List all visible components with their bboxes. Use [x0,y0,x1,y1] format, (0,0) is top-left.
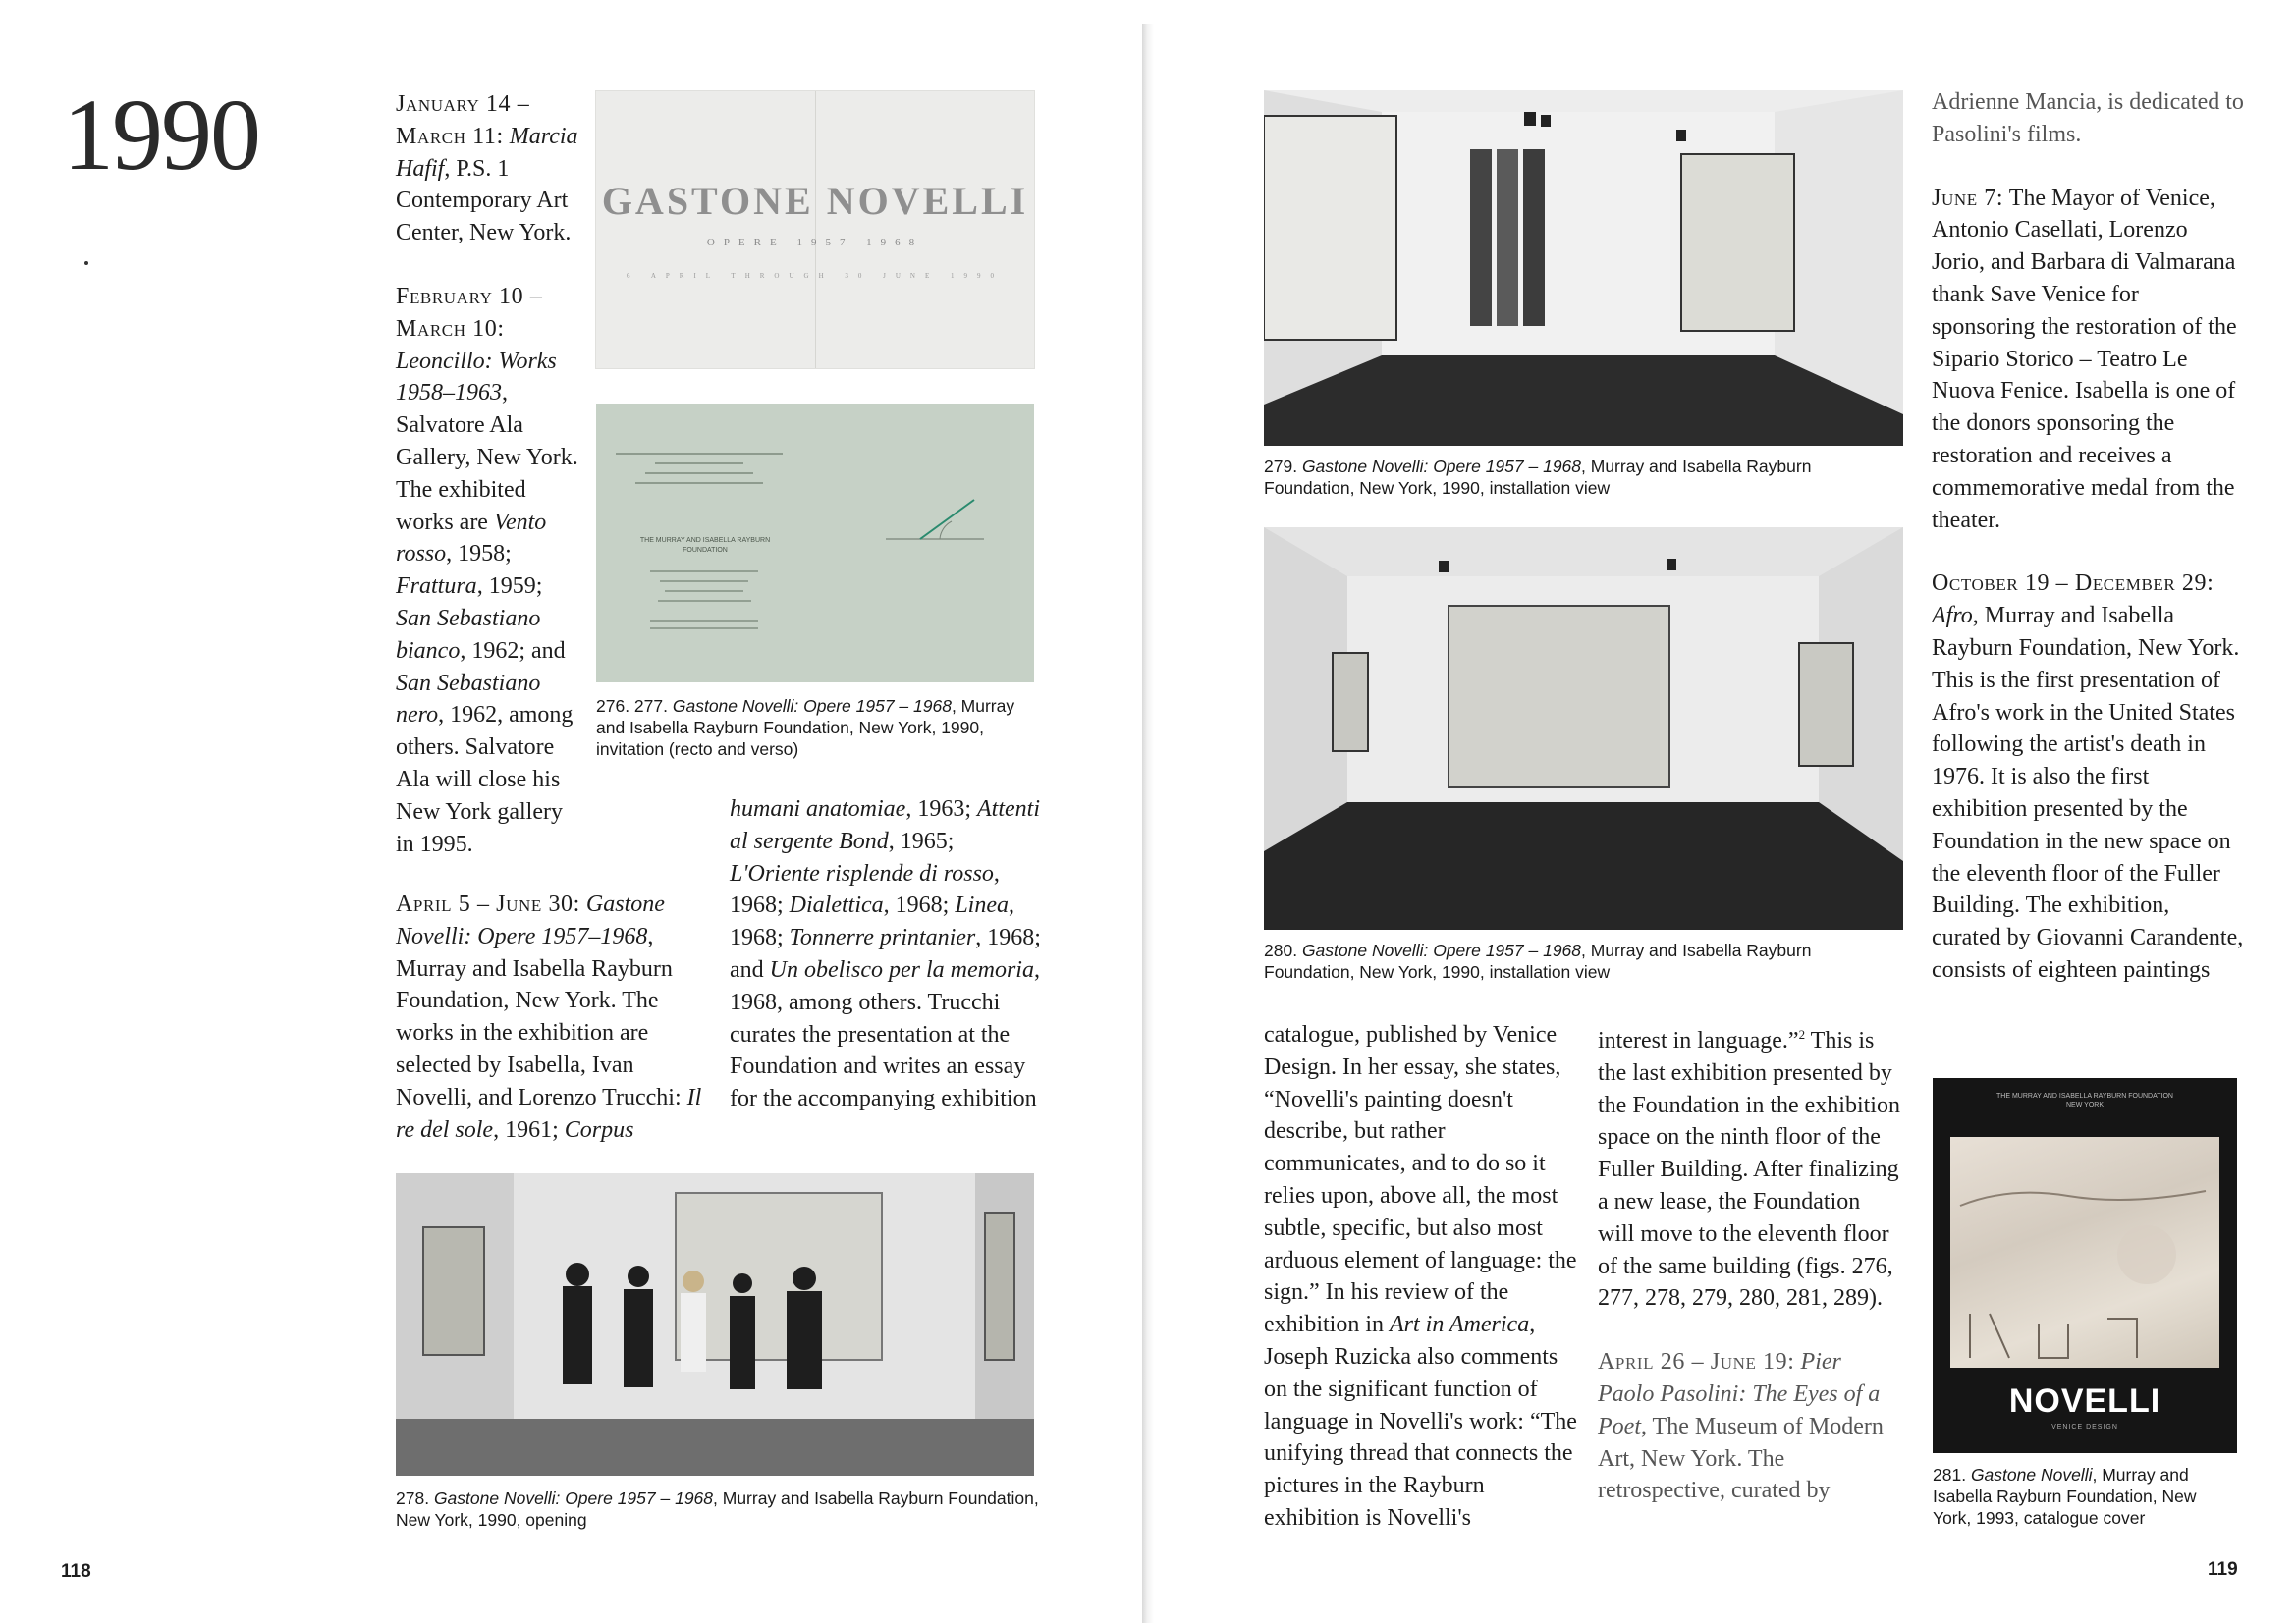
page-number-right: 119 [2208,1559,2238,1580]
verso-text-lines [616,453,793,514]
entry-apr-date: April 5 – June 30: [396,892,580,917]
caption-text: , Murray and Isabella Rayburn Foundation, New York, 1993, catalogue cover [1933,1465,2197,1528]
left-col-2 [730,793,1042,1115]
entry-jan [396,88,582,249]
entry-feb-text: , 1958; [446,541,512,568]
work-title: Il re del sole [396,1084,702,1143]
caption-279 [1264,456,1892,499]
invitation-title: GASTONE NOVELLI [601,179,1029,223]
work-title: San Sebastiano bianco [396,605,541,664]
work-title: San Sebastiano nero [396,670,541,729]
work-title: Dialettica [789,893,884,919]
entry-jan-rest: , P.S. 1 Contemporary Art Center, New York. [396,155,572,246]
entry-date: June 7: [1932,185,2004,211]
invitation-verso-image [596,404,1034,682]
caption-title: Gastone Novelli: Opere 1957 – 1968 [1301,457,1582,476]
col-b-text: This is the last exhibition presented by the Foundation in the exhibition space on the ninth floor of the Fuller Building. After finalizing a new lease, the Foundation will move to the eleventh floor of the same building (figs. 276, 277, 278, 279, 280, 281, 289). [1598,1028,1900,1312]
col2-text: , 1968; [883,893,956,919]
verso-text-lines-2 [650,570,758,629]
speck [84,261,88,265]
publication-title: Art in America [1390,1312,1530,1338]
entry-feb-text: , 1962, among others. Salvatore Ala will close his New York gallery in 1995. [396,702,574,857]
entry-jan-date: January 14 – March 11: [396,91,530,149]
opening-photo-scene [396,1173,1034,1476]
col2-text: , 1968; [730,893,1014,951]
invitation-dates: 6 APRIL THROUGH 30 JUNE 1990 [626,272,1005,280]
cover-painting [1950,1137,2219,1368]
col2-text: , 1963; [905,796,977,822]
work-title: Tonnerre printanier [789,925,976,951]
col2-text: , 1968; [730,860,1000,919]
col-b-text: interest in language.” [1598,1028,1799,1054]
caption-number: 276. 277. [596,696,673,716]
page-number-left: 118 [61,1561,91,1582]
caption-number: 278. [396,1488,434,1508]
caption-text: , Murray and Isabella Rayburn Foundation, New York, 1990, installation view [1264,457,1812,498]
left-page [0,0,1142,1623]
year-heading: 1990 [63,79,259,191]
caption-text: , Murray and Isabella Rayburn Foundation, New York, 1990, invitation (recto and verso) [596,696,1015,759]
installation-scene-280 [1264,527,1903,930]
installation-scene-279 [1264,90,1903,446]
entry-apr-text: , Murray and Isabella Rayburn Foundation, New York. The works in the exhibition are selected by Isabella, Ivan Novelli, and Lorenzo Trucchi: [396,923,687,1110]
entry-title: Pier Paolo Pasolini: The Eyes of a Poet [1598,1349,1881,1439]
opening-photo [396,1173,1034,1476]
caption-title: Gastone Novelli: Opere 1957 – 1968 [1301,941,1582,960]
entry-date: April 26 – June 19: [1598,1349,1795,1376]
invitation-recto-image [596,91,1034,368]
work-title: humani anatomiae [730,796,906,822]
col-a-text: catalogue, published by Venice Design. In her essay, she states, “Novelli's painting doesn't describe, but rather communicates, and to do so it relies upon, above all, the most subtle, specific, but also most arduous element of language: the sign.” In his review of the exhibition in [1264,1022,1577,1338]
cover-top-text: THE MURRAY AND ISABELLA RAYBURN FOUNDATION NEW YORK [1996,1093,2173,1109]
cover-publisher: VENICE DESIGN [2051,1424,2118,1431]
caption-title: Gastone Novelli [1970,1465,2093,1485]
col-b-para [1598,1019,1902,1315]
caption-280 [1264,940,1892,983]
catalogue-cover-image [1933,1078,2237,1453]
left-col-1-lower [396,889,708,1146]
col2-text: , 1968, among others. Trucchi curates the presentation at the Foundation and writes an essay for the accompanying exhibition [730,956,1040,1112]
left-col-narrow [396,88,582,860]
entry-text: The Mayor of Venice, Antonio Casellati, Lorenzo Jorio, and Barbara di Valmarana thank Save Venice for sponsoring the restoration of the Sipario Storico – Teatro Le Nuova Fenice. Isabella is one of the donors sponsoring the restoration and receives a commemorative medal from the theater. [1932,185,2237,533]
entry-jan-title: Marcia Hafif [396,123,578,182]
right-col-c [1932,86,2244,987]
installation-photo-279 [1264,90,1903,446]
installation-photo-280 [1264,527,1903,930]
entry-date: October 19 – December 29: [1932,570,2214,597]
entry-feb [396,281,582,860]
verso-drawing [881,492,989,551]
col2-text: , 1968; and [730,925,1041,983]
caption-number: 281. [1933,1465,1971,1485]
entry-feb-title: Leoncillo: Works 1958–1963 [396,348,557,406]
entry-feb-text: , 1962; and [460,637,566,664]
right-col-a [1264,1019,1578,1535]
work-title: Attenti al sergente Bond [730,796,1040,854]
caption-number: 280. [1264,941,1302,960]
work-title: L'Oriente risplende di rosso [730,860,994,887]
work-title: Vento rosso [396,509,547,568]
verso-foundation: THE MURRAY AND ISABELLA RAYBURN FOUNDATION [639,537,771,554]
col2-text: , 1965; [888,828,955,854]
entry-title: Afro [1932,603,1973,629]
caption-278 [396,1488,1044,1531]
col-c-oct [1932,568,2244,986]
col-a-text: , Joseph Ruzicka also comments on the significant function of language in Novelli's work: “The unifying thread that connects the pictures in the Rayburn exhibition is Novelli's [1264,1312,1577,1531]
col-b-entry-apr [1598,1346,1902,1507]
cover-painting-marks [1950,1137,2219,1368]
caption-title: Gastone Novelli: Opere 1957 – 1968 [433,1488,714,1508]
entry-apr-text: , 1961; [493,1116,565,1143]
right-page [1154,0,2296,1623]
book-gutter [1142,24,1154,1623]
entry-feb-date: February 10 – March 10: [396,283,543,342]
work-title: Corpus [564,1116,634,1143]
entry-text: , The Museum of Modern Art, New York. The retrospective, curated by [1598,1413,1884,1504]
entry-apr-title: Gastone Novelli: Opere 1957–1968 [396,892,665,949]
fold-line [815,91,816,368]
col-c-june [1932,183,2244,537]
col-c-text: Adrienne Mancia, is dedicated to Pasolini's films. [1932,89,2244,147]
caption-281 [1933,1464,2237,1529]
invitation-subtitle: OPERE 1957-1968 [706,237,924,248]
entry-feb-text: , 1959; [476,573,543,600]
col-c-para [1932,86,2244,151]
caption-number: 279. [1264,457,1302,476]
caption-text: , Murray and Isabella Rayburn Foundation, New York, 1990, installation view [1264,941,1812,982]
entry-text: , Murray and Isabella Rayburn Foundation, New York. This is the first presentation of Afro's work in the United States following the artist's death in 1976. It is also the first exhibition presented by the Foundation in the new space on the eleventh floor of the Fuller Building. The exhibition, curated by Giovanni Carandente, consists of eighteen paintings [1932,603,2244,983]
right-col-b [1598,1019,1902,1507]
cover-title: NOVELLI [2008,1382,2161,1420]
work-title: Frattura [396,573,477,600]
caption-276-277 [596,695,1048,760]
caption-text: , Murray and Isabella Rayburn Foundation, New York, 1990, opening [396,1488,1039,1530]
work-title: Linea [955,893,1009,919]
work-title: Un obelisco per la memoria [769,956,1034,983]
footnote-marker: 2 [1798,1027,1806,1042]
entry-feb-text: , Salvatore Ala Gallery, New York. The exhibited works are [396,380,578,535]
caption-title: Gastone Novelli: Opere 1957 – 1968 [672,696,952,716]
